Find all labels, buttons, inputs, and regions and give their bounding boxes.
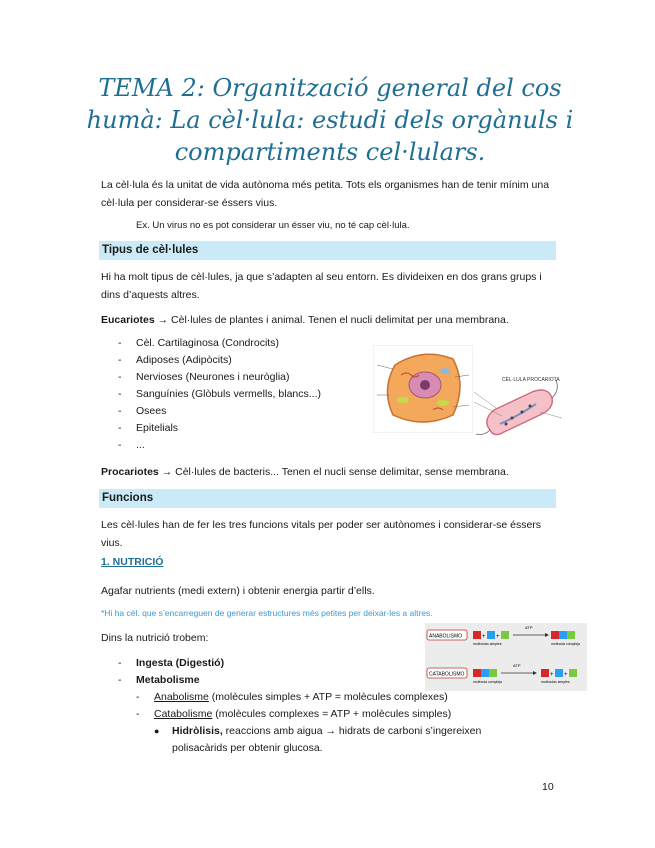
svg-text:+: + [482, 634, 486, 640]
list-item: - Sanguínies (Glòbuls vermells, blancs...) [118, 388, 321, 400]
section-heading-funcions: Funcions [99, 489, 556, 508]
page-number: 10 [542, 781, 554, 793]
list-item: - Cèl. Cartilaginosa (Condrocits) [118, 337, 279, 349]
eucariotes-text: → Cèl·lules de plantes i animal. Tenen el nucli delimitat per una membrana. [154, 314, 509, 326]
catabolismo-label: CATABOLISMO [429, 671, 465, 678]
page-title: TEMA 2: Organització general del cos humà: La cèl·lula: estudi dels orgànuls i compartiments cel·lulars. [86, 74, 574, 166]
funcions-paragraph: Les cèl·lules han de fer les tres funcions vitals per poder ser autònomes i considerar-se éssers vius. [101, 519, 542, 549]
anabolismo-label: ANABOLISMO [429, 633, 463, 640]
list-item: - ... [118, 439, 145, 451]
example-text: Ex. Un virus no es pot considerar un ésser viu, no té cap cèl·lula. [136, 220, 410, 231]
svg-text:+: + [550, 672, 554, 678]
nutricio-text: Agafar nutrients (medi extern) i obtenir energia partir d’ells. [101, 585, 375, 597]
eukaryotic-cell-image [373, 345, 473, 433]
list-item: - Nervioses (Neurones i neuròglia) [118, 371, 290, 383]
dins-text: Dins la nutrició trobem: [101, 632, 209, 644]
bacteria-label: CÈL·LULA PROCARIOTA [502, 377, 560, 383]
atp-label-2: ATP [513, 663, 521, 668]
hidrolisi-item: ● Hidròlisis, reaccions amb aigua → hidrats de carboni s’ingereixen [154, 725, 482, 737]
complex-molecule-label-2: molécula compleja [473, 680, 502, 684]
nutricio-heading: 1. NUTRICIÓ [101, 556, 164, 568]
ingesta-item: - Ingesta (Digestió) [118, 657, 225, 669]
simple-molecules-label: moléculas simples [473, 642, 502, 646]
eucariotes-line [101, 311, 561, 329]
catabolisme-item: - Catabolisme (molècules complexes = ATP + molècules simples) [136, 708, 452, 720]
intro-paragraph: La cèl·lula és la unitat de vida autònoma més petita. Tots els organismes han de tenir mínim una cèl·lula per considerar-se éssers vius. [101, 179, 550, 209]
svg-text:+: + [564, 672, 568, 678]
procariotes-label: Procariotes [101, 466, 159, 478]
simple-molecules-label-2: moléculas simples [541, 680, 570, 684]
note-text: *Hi ha cèl. que s’encarreguen de generar estructures més petites per deixar-les a altres. [101, 608, 433, 618]
procariotes-text: → Cèl·lules de bacteris... Tenen el nucli sense delimitar, sense membrana. [158, 466, 509, 478]
atp-label: ATP [525, 625, 533, 630]
hidrolisi-item-cont: polisacàrids per obtenir glucosa. [172, 742, 323, 754]
list-item: - Epitelials [118, 422, 179, 434]
prokaryotic-cell-image [472, 372, 564, 448]
tipus-paragraph: Hi ha molt tipus de cèl·lules, ja que s’adapten al seu entorn. Es divideixen en dos grans grups i dins d’aquests altres. [101, 271, 542, 301]
cell-types-list [118, 335, 321, 454]
procariotes-line [101, 463, 561, 481]
list-item: - Adiposes (Adipòcits) [118, 354, 232, 366]
metabolism-diagram [425, 623, 587, 691]
eucariotes-label: Eucariotes [101, 314, 155, 326]
anabolisme-item: - Anabolisme (molècules simples + ATP = molècules complexes) [136, 691, 448, 703]
list-item: - Osees [118, 405, 167, 417]
metabolisme-item: - Metabolisme [118, 674, 200, 686]
complex-molecule-label: molécula compleja [551, 642, 580, 646]
svg-text:+: + [496, 634, 500, 640]
section-heading-tipus: Tipus de cèl·lules [99, 241, 556, 260]
